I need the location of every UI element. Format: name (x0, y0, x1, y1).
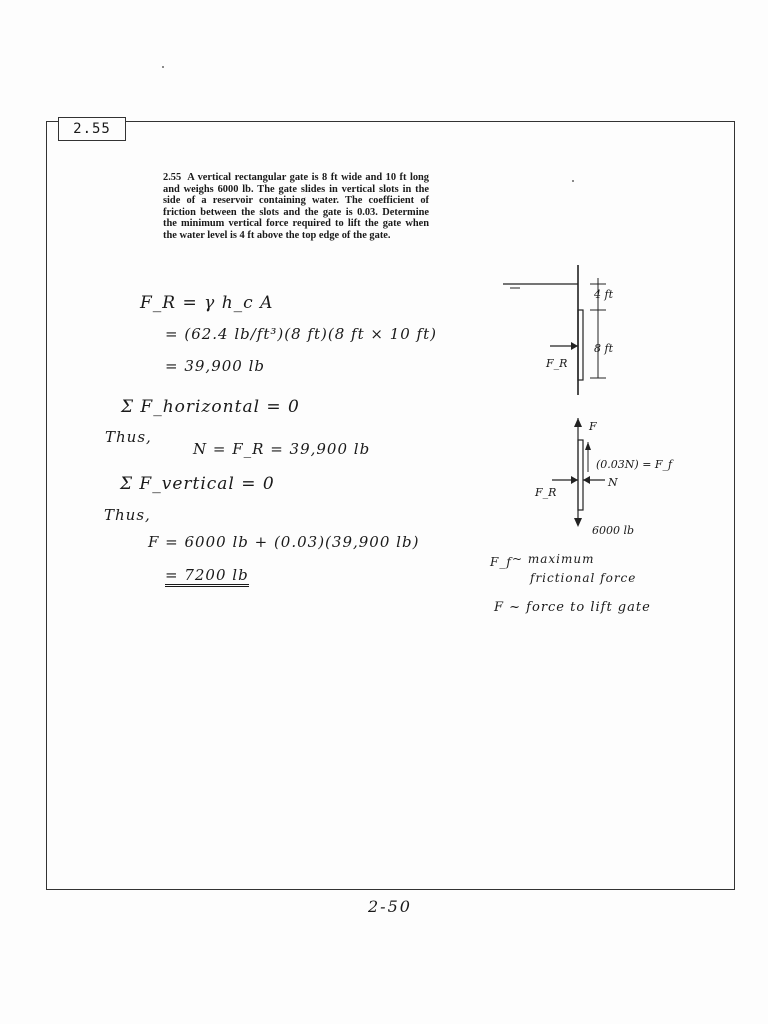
problem-number: 2.55 (163, 172, 182, 183)
f-desc: F ~ force to lift gate (494, 600, 651, 615)
friction-label: (0.03N) = F_f (596, 458, 673, 471)
solution-line-1: F_R = γ h_c A (140, 293, 274, 313)
ff-symbol: F_f (490, 555, 512, 569)
problem-text: A vertical rectangular gate is 8 ft wide and 10 ft long and weighs 6000 lb. The gate slides in vertical slots in the side of a reservoir containing water. The coefficient of friction between the slots and the gate is 0.03. Determine the minimum vertical force required to lift the gate when the water level is 4 ft above the top edge of the gate. (163, 172, 429, 241)
force-f-arrowhead (574, 418, 582, 427)
diagram1-fr-label: F_R (546, 357, 568, 370)
force-f-label: F (589, 420, 597, 433)
solution-line-6: N = F_R = 39,900 lb (193, 440, 371, 458)
normal-label: N (608, 476, 618, 489)
solution-line-9: F = 6000 lb + (0.03)(39,900 lb) (148, 533, 420, 551)
problem-label: 2.55 (58, 117, 126, 141)
solution-line-3: = 39,900 lb (165, 357, 265, 375)
solution-line-8: Thus, (104, 506, 151, 524)
gate-fbd (578, 440, 583, 510)
weight-arrowhead (574, 518, 582, 527)
solution-line-2: = (62.4 lb/ft³)(8 ft)(8 ft × 10 ft) (165, 325, 437, 343)
page-number: 2-50 (368, 897, 412, 916)
fr-arrowhead (571, 476, 578, 484)
solution-line-7: Σ F_vertical = 0 (120, 474, 275, 494)
friction-arrowhead (585, 442, 591, 450)
diagram2-fr-label: F_R (535, 486, 557, 499)
dim-8ft: 8 ft (594, 342, 613, 355)
dim-4ft: 4 ft (594, 288, 613, 301)
ff-desc-1: ~ maximum (512, 552, 595, 566)
ff-desc-2: frictional force (530, 571, 637, 585)
weight-label: 6000 lb (592, 524, 635, 537)
resultant-force-arrowhead (571, 342, 578, 350)
solution-line-5: Thus, (105, 428, 152, 446)
final-answer: = 7200 lb (165, 566, 249, 587)
solution-line-4: Σ F_horizontal = 0 (121, 397, 300, 417)
normal-arrowhead (583, 476, 590, 484)
